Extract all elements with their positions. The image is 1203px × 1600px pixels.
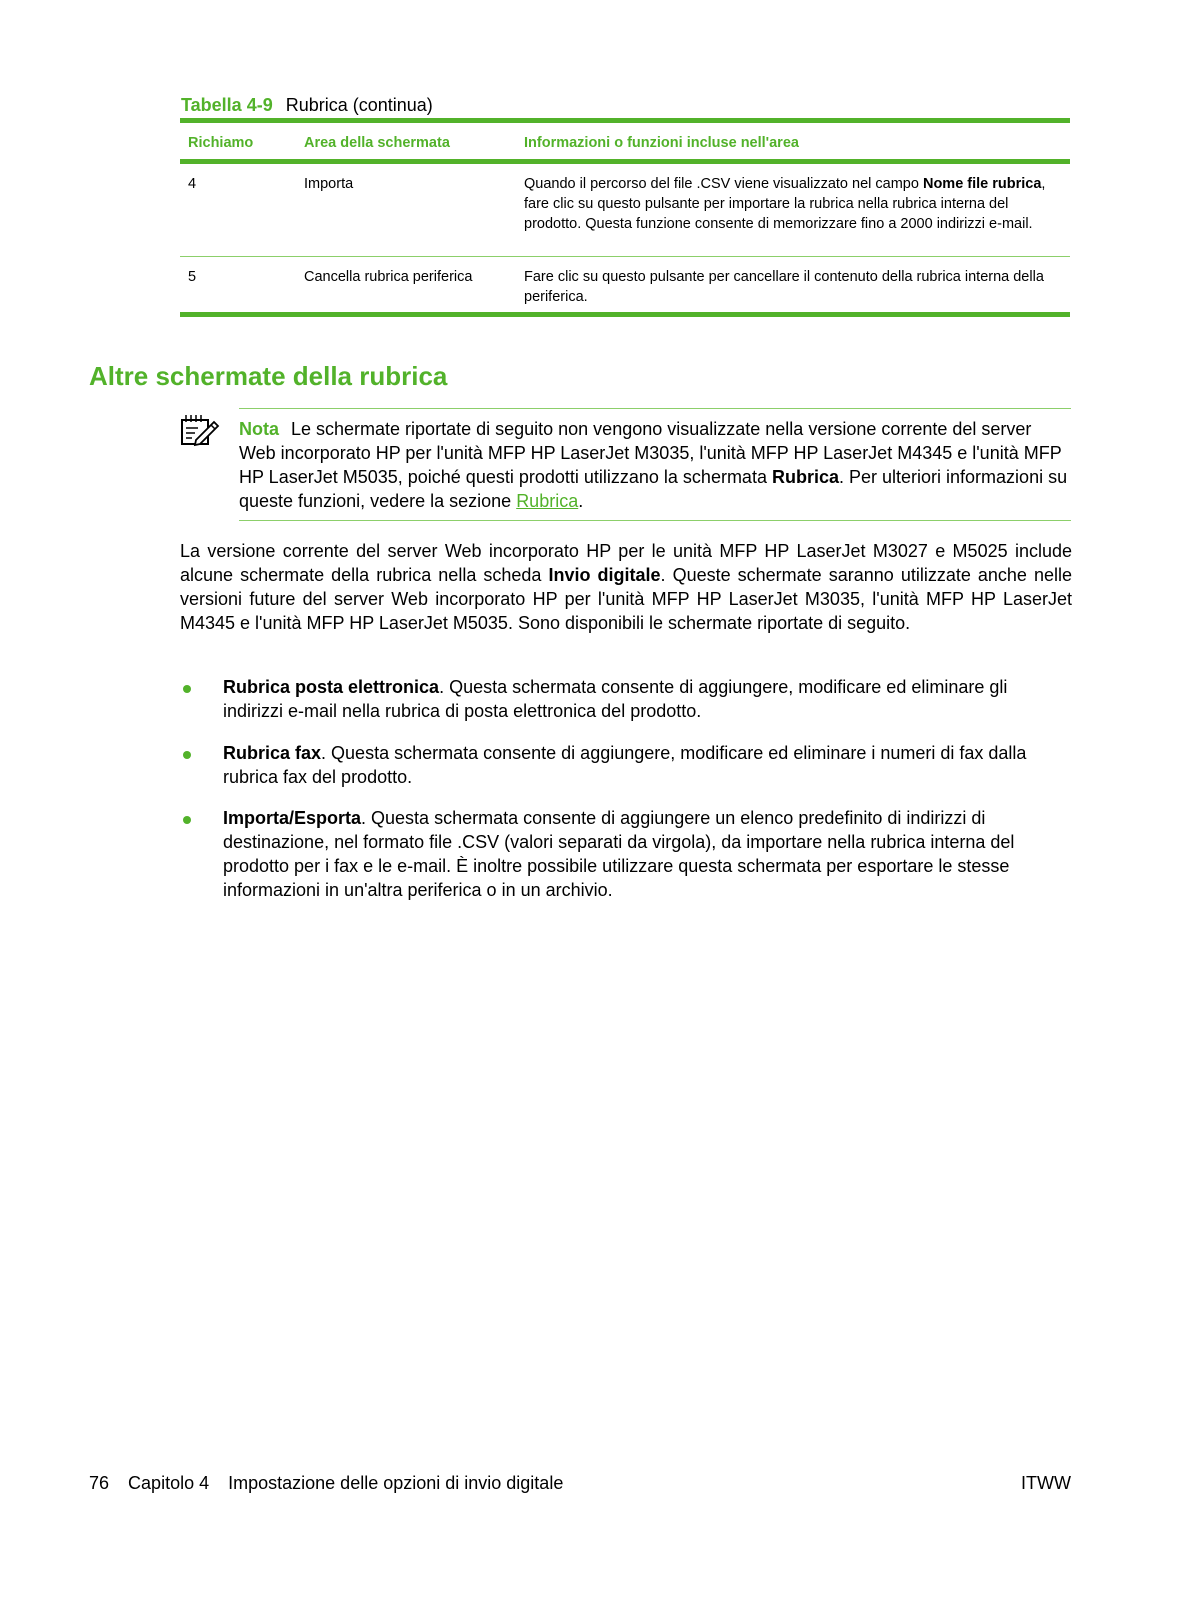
- table-row: [180, 257, 1070, 312]
- table-caption: [181, 95, 433, 116]
- callout-table: [180, 118, 1070, 317]
- footer-chapter-title: Impostazione delle opzioni di invio digitale: [228, 1473, 564, 1493]
- footer-code: ITWW: [1021, 1473, 1071, 1493]
- header-area: Area della schermata: [304, 135, 450, 151]
- table-header-row: [180, 123, 1070, 159]
- note-bottom-rule: [239, 520, 1071, 521]
- bullet-icon: [183, 751, 191, 759]
- body-paragraph: La versione corrente del server Web incorporato HP per le unità MFP HP LaserJet M3027 e M5025 include alcune schermate della rubrica nella scheda Invio digitale. Queste schermate saranno utilizzate anche nelle versioni future del server Web incorporato HP per l'unità MFP HP LaserJet M3035, l'unità MFP HP LaserJet M4345 e l'unità MFP HP LaserJet M5035. Sono disponibili le schermate riportate di seguito.: [180, 541, 1073, 633]
- row-area: Cancella rubrica periferica: [304, 269, 473, 285]
- note-pencil-icon: [180, 412, 220, 452]
- row-area: Importa: [304, 176, 354, 192]
- note-text: Nota Le schermate riportate di seguito non vengono visualizzate nella versione corrente del server Web incorporato HP per l'unità MFP HP LaserJet M3035, l'unità MFP HP LaserJet M4345 e l'unità MFP HP LaserJet M5035, poiché questi prodotti utilizzano la schermata Rubrica. Per ulteriori informazioni su queste funzioni, vedere la sezione Rubrica.: [239, 419, 1068, 511]
- row-info: Fare clic su questo pulsante per cancellare il contenuto della rubrica interna della periferica.: [524, 269, 1044, 305]
- table-caption-text: Rubrica (continua): [285, 95, 433, 115]
- row-info: Quando il percorso del file .CSV viene visualizzato nel campo Nome file rubrica, fare clic su questo pulsante per importare la rubrica nella rubrica interna del prodotto. Questa funzione consente di memorizzare fino a 2000 indirizzi e-mail.: [524, 176, 1046, 232]
- footer-chapter: Capitolo 4: [128, 1473, 210, 1493]
- table-bottom-rule: [180, 312, 1070, 317]
- bullet-icon: [183, 685, 191, 693]
- table-row: [180, 164, 1070, 256]
- bullet-icon: [183, 816, 191, 824]
- page-footer: [89, 1473, 1071, 1494]
- rubrica-link[interactable]: Rubrica: [516, 491, 579, 511]
- header-callout: Richiamo: [188, 135, 254, 151]
- note-label: Nota: [239, 419, 279, 439]
- header-info: Informazioni o funzioni incluse nell'area: [524, 135, 799, 151]
- note-top-rule: [239, 408, 1071, 409]
- row-callout: 5: [188, 269, 197, 285]
- row-callout: 4: [188, 176, 197, 192]
- section-heading: Altre schermate della rubrica: [89, 361, 448, 391]
- page-number: 76: [89, 1473, 110, 1493]
- table-caption-label: Tabella 4-9: [181, 95, 273, 115]
